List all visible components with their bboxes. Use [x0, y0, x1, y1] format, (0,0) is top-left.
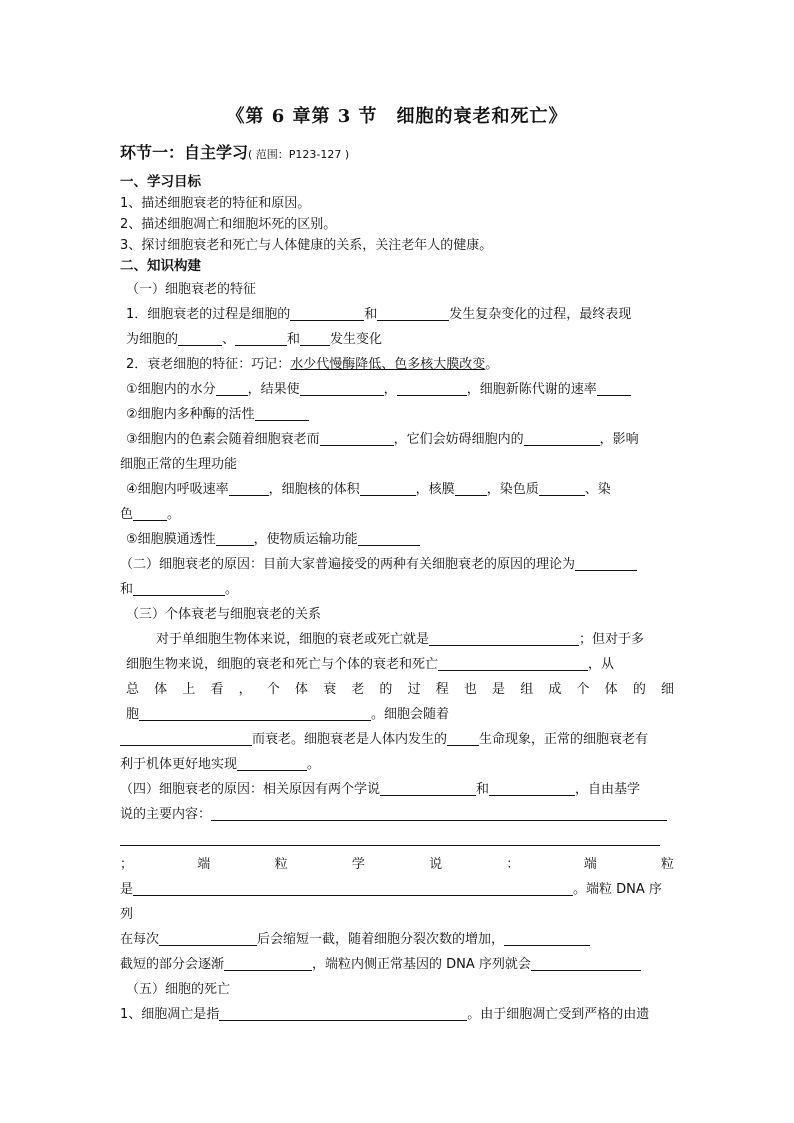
goal-item: 1、描述细胞衰老的特征和原因。 [120, 196, 311, 211]
text: 、染 [584, 482, 611, 497]
worksheet [120, 102, 674, 1027]
part4-line5 [120, 877, 674, 927]
text: 。 [225, 582, 239, 597]
text: ， [383, 382, 397, 397]
fill-blank[interactable] [489, 781, 575, 796]
text: ，染色质 [486, 482, 539, 497]
text: （四）细胞衰老的原因：相关原因有两个学说 [120, 782, 381, 797]
text: 1、细胞凋亡是指 [120, 1007, 220, 1022]
fill-blank[interactable] [178, 331, 222, 346]
text: 发生复杂变化的过程，最终表现 [449, 307, 632, 322]
part5-heading: （五）细胞的死亡 [126, 982, 231, 997]
fill-blank[interactable] [358, 531, 420, 546]
char: ， [238, 682, 252, 697]
fill-blank[interactable] [133, 506, 167, 521]
text: 。 [485, 357, 499, 372]
goal-item: 2、描述细胞凋亡和细胞坏死的区别。 [120, 217, 337, 232]
char: 体 [604, 682, 618, 697]
text: 胞 [126, 707, 140, 722]
text: ；但对于多 [579, 632, 645, 647]
fill-blank[interactable] [438, 656, 588, 671]
part2-line2 [120, 577, 674, 602]
fill-blank[interactable] [447, 731, 479, 746]
char: 端 [583, 857, 597, 872]
fill-blank[interactable] [524, 431, 600, 446]
feature-3 [120, 427, 674, 452]
part3-line4 [120, 702, 674, 727]
fill-blank[interactable] [300, 381, 384, 396]
fill-blank[interactable] [429, 631, 579, 646]
fill-blank[interactable] [219, 1006, 467, 1021]
build-heading: 二、知识构建 [120, 258, 201, 274]
char: 体 [294, 682, 308, 697]
fill-blank[interactable] [133, 881, 573, 896]
text: ，核膜 [415, 482, 455, 497]
text: （二）细胞衰老的原因：目前大家普遍接受的两种有关细胞衰老的原因的理论为 [120, 557, 576, 572]
char: 程 [435, 682, 449, 697]
text: ，从 [588, 657, 615, 672]
fill-blank[interactable] [120, 731, 252, 746]
part3-line5 [120, 727, 674, 752]
fill-blank[interactable] [120, 831, 660, 846]
char: 粒 [660, 857, 674, 872]
text: ，结果使 [247, 382, 300, 397]
char: 粒 [274, 857, 288, 872]
char: 是 [492, 682, 506, 697]
fill-blank[interactable] [290, 306, 364, 321]
part3-line6 [120, 752, 674, 777]
char: 上 [182, 682, 196, 697]
text: ，它们会妨碍细胞内的 [393, 432, 524, 447]
text: 而衰老。细胞衰老是人体内发生的 [252, 732, 448, 747]
part3-line1 [120, 627, 674, 652]
char: 组 [520, 682, 534, 697]
page-title: 《第 6 章第 3 节 细胞的衰老和死亡》 [226, 106, 568, 127]
text: 。由于细胞凋亡受到严格的由遗 [467, 1007, 650, 1022]
char: 个 [266, 682, 280, 697]
goals-heading: 一、学习目标 [120, 174, 201, 190]
text: 。 [167, 507, 181, 522]
text: ③细胞内的色素会随着细胞衰老而 [126, 432, 320, 447]
text: ，细胞核的体积 [268, 482, 360, 497]
text: 截短的部分会逐渐 [120, 957, 225, 972]
fill-blank[interactable] [133, 581, 225, 596]
char: 衰 [323, 682, 337, 697]
fill-blank[interactable] [211, 806, 667, 821]
fill-blank[interactable] [216, 531, 254, 546]
fill-blank[interactable] [377, 306, 449, 321]
text: 利于机体更好地实现 [120, 757, 238, 772]
fill-blank[interactable] [360, 481, 416, 496]
fill-blank[interactable] [455, 481, 487, 496]
fill-blank[interactable] [597, 381, 631, 396]
p1-line3 [120, 352, 674, 377]
mnemonic: 水少代慢酶降低、色多核大膜改变 [290, 357, 486, 372]
text: 是 [120, 882, 134, 897]
fill-blank[interactable] [397, 381, 467, 396]
text: ，自由基学 [575, 782, 641, 797]
text: 和 [364, 307, 378, 322]
text: ②细胞内多种酶的活性 [126, 407, 255, 422]
text: 和 [287, 332, 301, 347]
p1-line1 [120, 302, 674, 327]
section-range: ( 范围：P123-127 ) [248, 148, 350, 161]
text: ⑤细胞膜通透性 [126, 532, 216, 547]
section-label: 环节一：自主学习 [120, 143, 249, 162]
fill-blank[interactable] [235, 331, 287, 346]
fill-blank[interactable] [224, 956, 312, 971]
text: 2．衰老细胞的特征：巧记： [126, 357, 291, 372]
char: 细 [660, 682, 674, 697]
part4-line2 [120, 802, 674, 827]
fill-blank[interactable] [300, 331, 330, 346]
part3-line2 [120, 652, 674, 677]
char: 的 [632, 682, 646, 697]
char: ： [506, 857, 520, 872]
text: 、 [222, 332, 236, 347]
text: ①细胞内的水分 [126, 382, 216, 397]
text: 。细胞会随着 [371, 707, 450, 722]
feature-5 [120, 527, 674, 552]
text: ，端粒内侧正常基因的 DNA 序列就会 [312, 957, 531, 972]
part3-heading: （三）个体衰老与细胞衰老的关系 [126, 607, 322, 622]
fill-blank[interactable] [255, 406, 309, 421]
part1-heading: （一）细胞衰老的特征 [126, 282, 257, 297]
text: 为细胞的 [126, 332, 179, 347]
fill-blank[interactable] [159, 931, 257, 946]
part3-line3 [120, 677, 674, 702]
char: 总 [126, 682, 140, 697]
text: 说的主要内容： [120, 807, 212, 822]
fill-blank[interactable] [531, 956, 641, 971]
fill-blank[interactable] [380, 781, 476, 796]
text: 。 [307, 757, 321, 772]
part5-line1 [120, 1002, 674, 1027]
feature-4-cont [120, 502, 674, 527]
feature-4 [120, 477, 674, 502]
char: ； [120, 857, 134, 872]
text: 细胞生物来说，细胞的衰老和死亡与个体的衰老和死亡 [126, 657, 439, 672]
char: 的 [379, 682, 393, 697]
goal-item: 3、探讨细胞衰老和死亡与人体健康的关系，关注老年人的健康。 [120, 238, 493, 253]
part4-line7 [120, 952, 674, 977]
feature-3-cont: 细胞正常的生理功能 [120, 457, 238, 472]
fill-blank[interactable] [216, 381, 248, 396]
fill-blank[interactable] [575, 556, 637, 571]
text: ，细胞新陈代谢的速率 [466, 382, 597, 397]
char: 过 [407, 682, 421, 697]
char: 也 [463, 682, 477, 697]
p1-line2 [120, 327, 674, 352]
text: 和 [476, 782, 490, 797]
feature-1 [120, 377, 674, 402]
text: 和 [120, 582, 134, 597]
fill-blank[interactable] [139, 706, 371, 721]
part2-line1 [120, 552, 674, 577]
char: 成 [548, 682, 562, 697]
text: 发生变化 [330, 332, 383, 347]
fill-blank[interactable] [504, 931, 590, 946]
char: 学 [351, 857, 365, 872]
text: 1．细胞衰老的过程是细胞的 [126, 307, 291, 322]
char: 个 [576, 682, 590, 697]
text: 生命现象，正常的细胞衰老有 [479, 732, 649, 747]
fill-blank[interactable] [237, 756, 307, 771]
text: ④细胞内呼吸速率 [126, 482, 229, 497]
char: 说 [429, 857, 443, 872]
text: ，影响 [599, 432, 639, 447]
part4-line1 [120, 777, 674, 802]
text: 。端粒 DNA 序列 [120, 882, 662, 922]
text: 对于单细胞生物体来说，细胞的衰老或死亡就是 [156, 632, 430, 647]
char: 老 [351, 682, 365, 697]
text: 后会缩短一截，随着细胞分裂次数的增加， [257, 932, 505, 947]
section-heading [120, 140, 674, 168]
part4-line4 [120, 852, 674, 877]
fill-blank[interactable] [320, 431, 394, 446]
part4-line6 [120, 927, 674, 952]
part4-line3 [120, 827, 674, 852]
fill-blank[interactable] [229, 481, 269, 496]
char: 看 [210, 682, 224, 697]
feature-2 [120, 402, 674, 427]
text: 在每次 [120, 932, 160, 947]
fill-blank[interactable] [539, 481, 585, 496]
text: 色 [120, 507, 134, 522]
char: 端 [197, 857, 211, 872]
text: ，使物质运输功能 [253, 532, 358, 547]
char: 体 [154, 682, 168, 697]
